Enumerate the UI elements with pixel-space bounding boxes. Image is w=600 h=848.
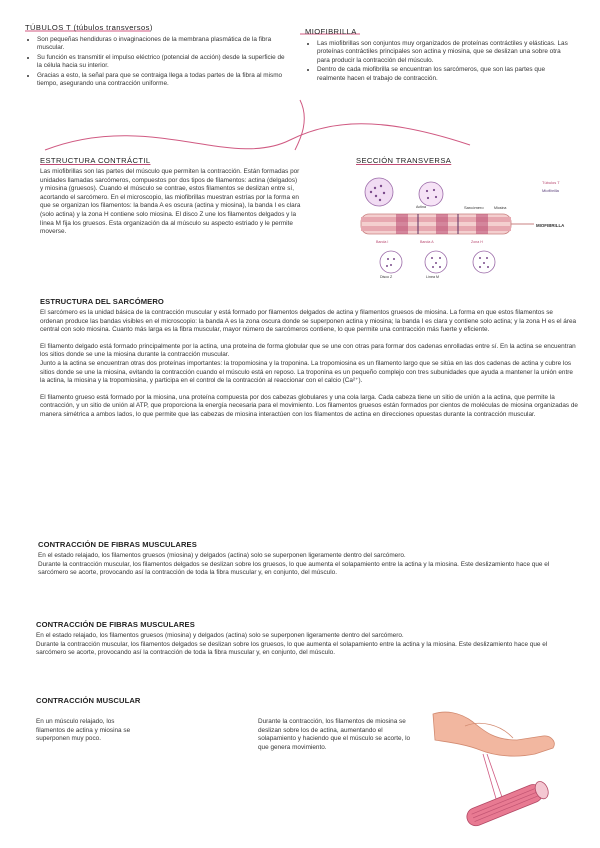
sarcomero-section — [40, 297, 578, 420]
estructura-text: Las miofibrillas son las partes del músculo que permiten la contracción. Están formadas por unidades llamadas sarcómeros, compuestos por dos tipos de filamentos: actina (delgados) y miosina (gruesos). Cuando el músculo se contrae, estos filamentos se deslizan entre sí, acortando el sarcómero. En el microscopio, las miofibrillas muestran estrías por la forma en que se organizan los filamentos: la banda A es oscura (actina y miosina), la banda I es clara (solo actina) y la zona H contiene solo miosina. El disco Z une los filamentos delgados y la línea M fija los gruesos. Esta organización da al músculo su aspecto estriado y le permite moverse. — [40, 168, 301, 236]
tubulos-heading: TÚBULOS T (túbulos transversos) — [25, 23, 153, 32]
sarcomero-p2: El filamento delgado está formado principalmente por la actina, una proteína de forma globular que se une con otras para formar dos cadenas enrolladas entre sí. En la actina se encuentran los sitios donde se une la miosina durante la contracción muscular. — [40, 342, 576, 359]
diagram-label: MIOFIBRILLA — [536, 223, 565, 228]
diagram-label: Miofibrilla — [542, 188, 559, 193]
sarcomero-p3: Junto a la actina se encuentran otras dos proteínas importantes: la tropomiosina y la troponina. La tropomiosina es un filamento largo que se sitúa en las dos cadenas de actina y cubre los sitios donde se une la miosina, evitando la contracción cuando el músculo está en reposo. La troponina es un pequeño complejo con tres subunidades que ayuda a mantener la unión entre la actina, la miosina y la tropomiosina, y participa en el control de la contracción al reaccionar con el calcio (Ca²⁺). — [40, 359, 573, 385]
muscle-fiber-diagram — [356, 170, 586, 280]
tubulos-list — [25, 36, 285, 88]
diagram-label: Actina — [416, 205, 426, 209]
seccion-section — [356, 156, 576, 165]
list-item: • Dentro de cada miofibrilla se encuentran los sarcómeros, que son las partes que realmente hacen el trabajo de contracción. — [317, 66, 575, 83]
list-item: • Gracias a esto, la señal para que se contraiga llega a todas partes de la fibra al mismo tiempo, asegurando una contracción uniforme. — [37, 72, 285, 89]
sarcomero-heading: ESTRUCTURA DEL SARCÓMERO — [40, 297, 164, 306]
arm-muscle-illustration — [425, 702, 575, 832]
seccion-heading: SECCIÓN TRANSVERSA — [356, 156, 452, 165]
contraccion-section-1 — [38, 540, 573, 578]
diagram-label: Línea M — [426, 275, 439, 279]
muscle-fiber-bundle — [464, 780, 550, 829]
miofibrilla-section — [305, 27, 575, 84]
list-item: • Son pequeñas hendiduras o invaginaciones de la membrana plasmática de la fibra muscular. — [37, 36, 285, 53]
muscular-heading: CONTRACCIÓN MUSCULAR — [36, 696, 141, 705]
muscular-right-text: Durante la contracción, los filamentos de miosina se deslizan sobre los de actina, aumentando el solapamiento y haciendo que el músculo se acorte, lo que genera movimiento. — [258, 718, 411, 751]
list-item: • Las miofibrillas son conjuntos muy organizados de proteínas contráctiles y elásticas. Las proteínas contráctiles principales son actina y miosina, que se deslizan una sobre otra para producir la contracción del músculo. — [317, 40, 575, 65]
diagram-label: Sarcómero — [464, 205, 484, 210]
contraccion-p1: En el estado relajado, los filamentos gruesos (miosina) y delgados (actina) solo se superponen ligeramente dentro del sarcómero. — [38, 552, 406, 559]
diagram-label: Banda I — [376, 240, 389, 244]
tubulos-section — [25, 23, 285, 89]
diagram-label: Zona H — [471, 240, 483, 244]
contraccion-heading-1: CONTRACCIÓN DE FIBRAS MUSCULARES — [38, 540, 197, 549]
list-item: • Su función es transmitir el impulso eléctrico (potencial de acción) desde la superficie de la célula hacia su interior. — [37, 54, 285, 71]
miofibrilla-heading: MIOFIBRILLA — [305, 27, 357, 36]
sarcomero-p1: El sarcómero es la unidad básica de la contracción muscular y está formado por filamentos delgados de actina y filamentos gruesos de miosina. La forma en que estos filamentos se ordenan produce las bandas visibles en el microscopio: la banda A es la zona oscura donde se superponen actina y miosina; la banda I es clara y contiene solo actina; y la zona H es el área central con solo miosina. Cuanto más larga es la fibra muscular, mayor número de sarcómeros contiene, lo que permite una contracción más fuerte y eficiente. — [40, 309, 577, 334]
bottom-cross-sections — [380, 251, 495, 273]
contraccion-p2: Durante la contracción muscular, los filamentos delgados se deslizan sobre los gruesos, lo que aumenta el solapamiento entre la actina y la miosina. Este deslizamiento hace que el sarcómero se acorte, provocando así la contracción de toda la fibra muscular y, en conjunto, del músculo. — [38, 560, 550, 577]
contraccion-section-2 — [36, 620, 571, 658]
muscular-section — [36, 696, 141, 705]
diagram-label: Disco Z — [380, 275, 393, 279]
estructura-section — [40, 156, 302, 237]
diagram-label: Banda A — [420, 240, 434, 244]
contraccion2-p1: En el estado relajado, los filamentos gruesos (miosina) y delgados (actina) solo se superponen ligeramente dentro del sarcómero. — [36, 632, 404, 639]
diagram-label: Túbulos T — [542, 180, 560, 185]
contraccion2-p2: Durante la contracción muscular, los filamentos delgados se deslizan sobre los gruesos, lo que aumenta el solapamiento entre la actina y la miosina. Este deslizamiento hace que el sarcómero se acorte, provocando así la contracción de toda la fibra muscular y, en conjunto, del músculo. — [36, 640, 548, 657]
contraccion-heading-2: CONTRACCIÓN DE FIBRAS MUSCULARES — [36, 620, 195, 629]
cross-section-circles — [365, 178, 443, 206]
estructura-heading: ESTRUCTURA CONTRÁCTIL — [40, 156, 151, 165]
sarcomero-p4: El filamento grueso está formado por la miosina, una proteína compuesta por dos cabezas globulares y una cola larga. Cada cabeza tiene un sitio de unión a la actina, que permite la contracción, y un sitio de unión al ATP, que proporciona la energía necesaria para el movimiento. Los filamentos gruesos están formados por cientos de moléculas de miosina organizadas de manera simétrica a ambos lados, lo que permite que las cabezas de miosina interactúen con los filamentos de actina en direcciones opuestas durante la contracción muscular. — [40, 393, 578, 418]
muscular-left-text: En un músculo relajado, los filamentos de actina y miosina se superponen muy poco. — [36, 718, 131, 743]
diagram-label: Miosina — [494, 206, 507, 210]
miofibrilla-list — [305, 40, 575, 83]
